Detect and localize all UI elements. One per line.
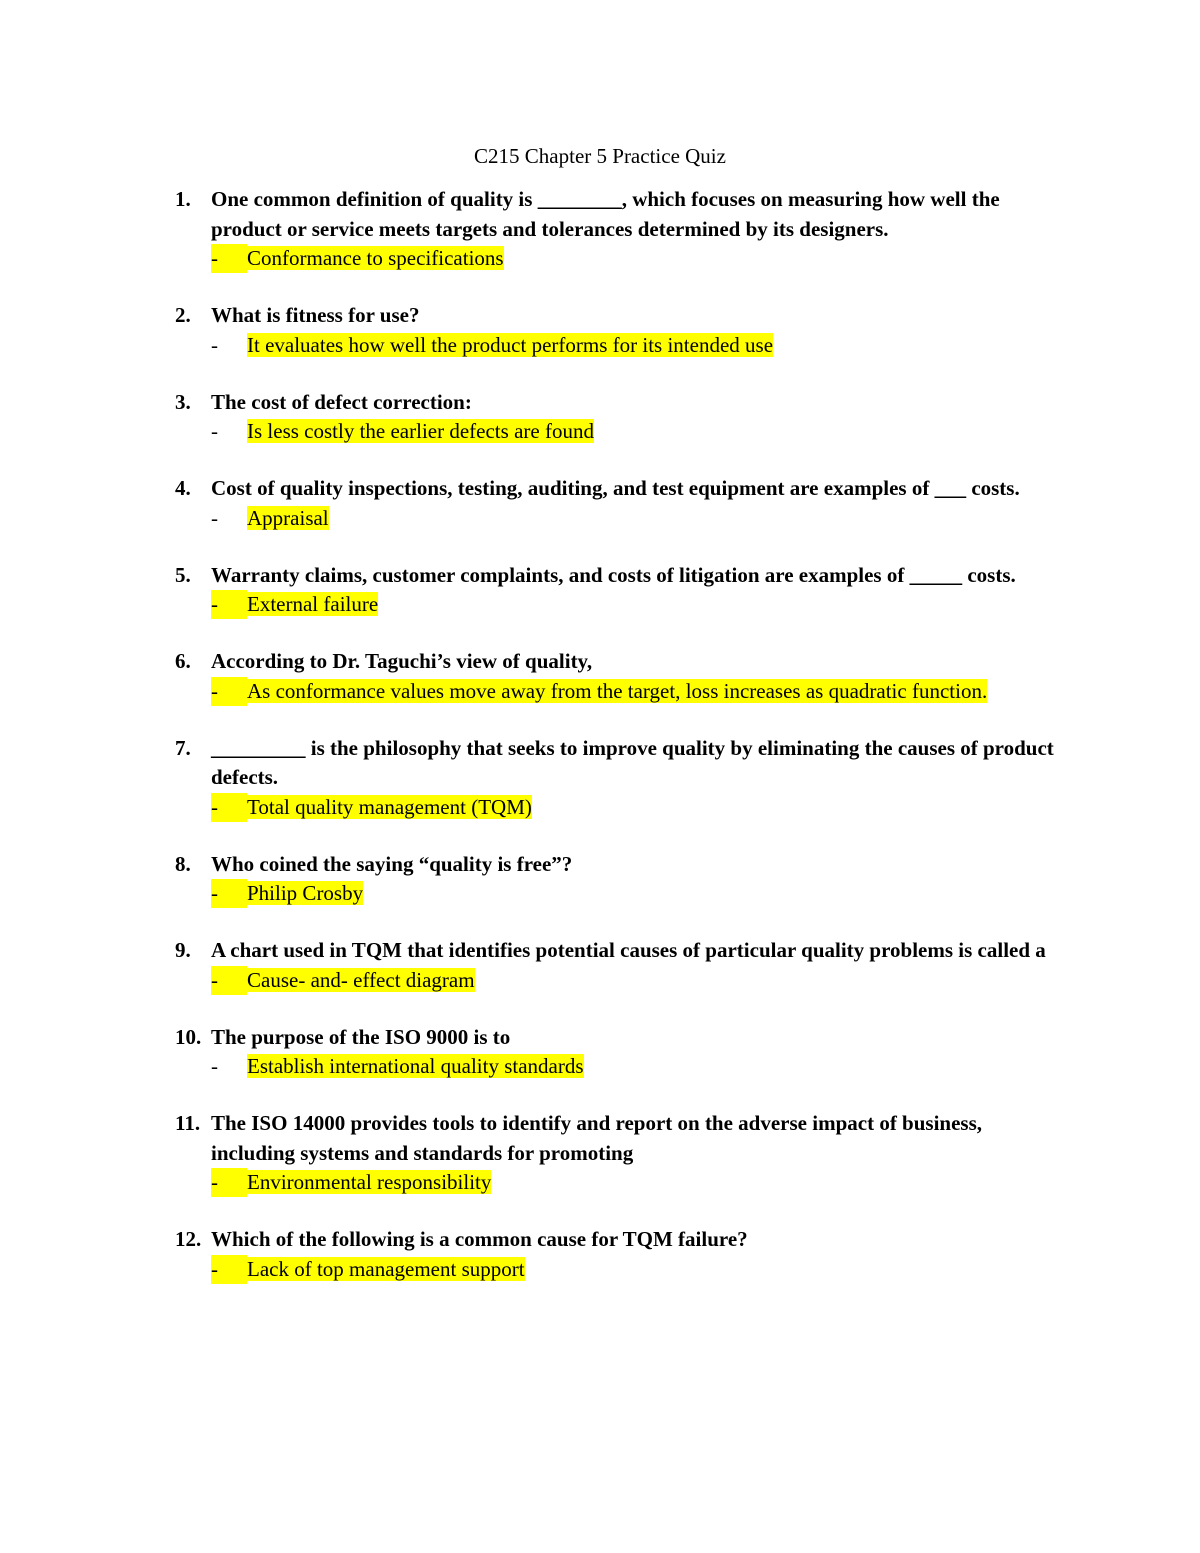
answer-text: Total quality management (TQM) bbox=[247, 794, 532, 819]
answer-dash: - bbox=[211, 244, 247, 273]
answer-text: Appraisal bbox=[247, 505, 329, 530]
question-text: According to Dr. Taguchi’s view of quality, bbox=[211, 649, 593, 673]
question-number: 6. bbox=[175, 649, 191, 673]
answer-dash: - bbox=[211, 879, 247, 908]
question-item bbox=[0, 936, 1200, 995]
question-item bbox=[0, 1023, 1200, 1082]
answer-line bbox=[211, 793, 1061, 822]
answer-line bbox=[211, 590, 1061, 619]
answer-dash: - bbox=[211, 1054, 218, 1078]
answer-dash: - bbox=[211, 677, 247, 706]
answer-text: It evaluates how well the product performs for its intended use bbox=[247, 332, 774, 357]
answer-text: Establish international quality standards bbox=[247, 1054, 584, 1078]
question-number: 10. bbox=[175, 1024, 202, 1049]
question-text: _________ is the philosophy that seeks to improve quality by eliminating the causes of product defects. bbox=[211, 735, 1054, 789]
answer-text: Cause- and- effect diagram bbox=[247, 967, 475, 992]
question-item bbox=[0, 647, 1200, 706]
answer-dash: - bbox=[211, 590, 247, 619]
answer-line bbox=[211, 244, 1061, 273]
answer-line bbox=[211, 331, 1061, 360]
answer-dash: - bbox=[211, 1168, 247, 1197]
question-number: 12. bbox=[175, 1227, 202, 1251]
question-item bbox=[0, 734, 1200, 822]
answer-dash: - bbox=[211, 793, 247, 822]
question-text: Warranty claims, customer complaints, and costs of litigation are examples of _____ costs. bbox=[211, 562, 1016, 587]
answer-dash: - bbox=[211, 966, 247, 995]
question-item bbox=[0, 474, 1200, 533]
answer-line bbox=[211, 966, 1061, 995]
question-text: Which of the following is a common cause for TQM failure? bbox=[211, 1227, 748, 1251]
answer-text: As conformance values move away from the target, loss increases as quadratic function. bbox=[247, 678, 988, 703]
question-text: The purpose of the ISO 9000 is to bbox=[211, 1024, 511, 1049]
question-number: 5. bbox=[175, 562, 191, 587]
answer-line bbox=[211, 677, 1061, 706]
question-item bbox=[0, 388, 1200, 447]
question-item bbox=[0, 1225, 1200, 1284]
answer-dash: - bbox=[211, 1255, 247, 1284]
question-item bbox=[0, 561, 1200, 620]
answer-line bbox=[211, 1052, 1061, 1081]
question-text: Who coined the saying “quality is free”? bbox=[211, 851, 573, 876]
question-number: 7. bbox=[175, 735, 191, 760]
document-title: C215 Chapter 5 Practice Quiz bbox=[474, 144, 726, 168]
question-item bbox=[0, 185, 1200, 273]
answer-line bbox=[211, 417, 1061, 446]
question-number: 3. bbox=[175, 389, 191, 414]
answer-line bbox=[211, 504, 1061, 533]
question-number: 9. bbox=[175, 938, 191, 962]
answer-text: Philip Crosby bbox=[247, 881, 364, 905]
question-number: 2. bbox=[175, 303, 191, 327]
question-number: 8. bbox=[175, 851, 191, 876]
answer-text: Lack of top management support bbox=[247, 1256, 525, 1281]
answer-line bbox=[211, 879, 1061, 908]
answer-line bbox=[211, 1255, 1061, 1284]
question-item bbox=[0, 301, 1200, 360]
question-item bbox=[0, 1109, 1200, 1197]
answer-text: External failure bbox=[247, 592, 379, 616]
question-list bbox=[0, 185, 1200, 1312]
answer-dash: - bbox=[211, 505, 218, 530]
question-number: 1. bbox=[175, 187, 191, 211]
answer-line bbox=[211, 1168, 1061, 1197]
question-text: What is fitness for use? bbox=[211, 303, 420, 327]
question-text: Cost of quality inspections, testing, auditing, and test equipment are examples of ___ costs. bbox=[211, 476, 1020, 500]
question-text: One common definition of quality is ________, which focuses on measuring how well the product or service meets targets and tolerances determined by its designers. bbox=[211, 187, 1000, 241]
answer-dash: - bbox=[211, 332, 218, 357]
question-text: The ISO 14000 provides tools to identify and report on the adverse impact of business, including systems and standards for promoting bbox=[211, 1111, 983, 1165]
answer-dash: - bbox=[211, 419, 218, 443]
answer-text: Environmental responsibility bbox=[247, 1170, 492, 1194]
answer-text: Is less costly the earlier defects are found bbox=[247, 419, 594, 443]
question-text: A chart used in TQM that identifies potential causes of particular quality problems is called a bbox=[211, 938, 1046, 962]
question-number: 11. bbox=[175, 1111, 201, 1135]
question-number: 4. bbox=[175, 476, 191, 500]
question-text: The cost of defect correction: bbox=[211, 389, 472, 414]
question-item bbox=[0, 850, 1200, 909]
answer-text: Conformance to specifications bbox=[247, 246, 504, 270]
